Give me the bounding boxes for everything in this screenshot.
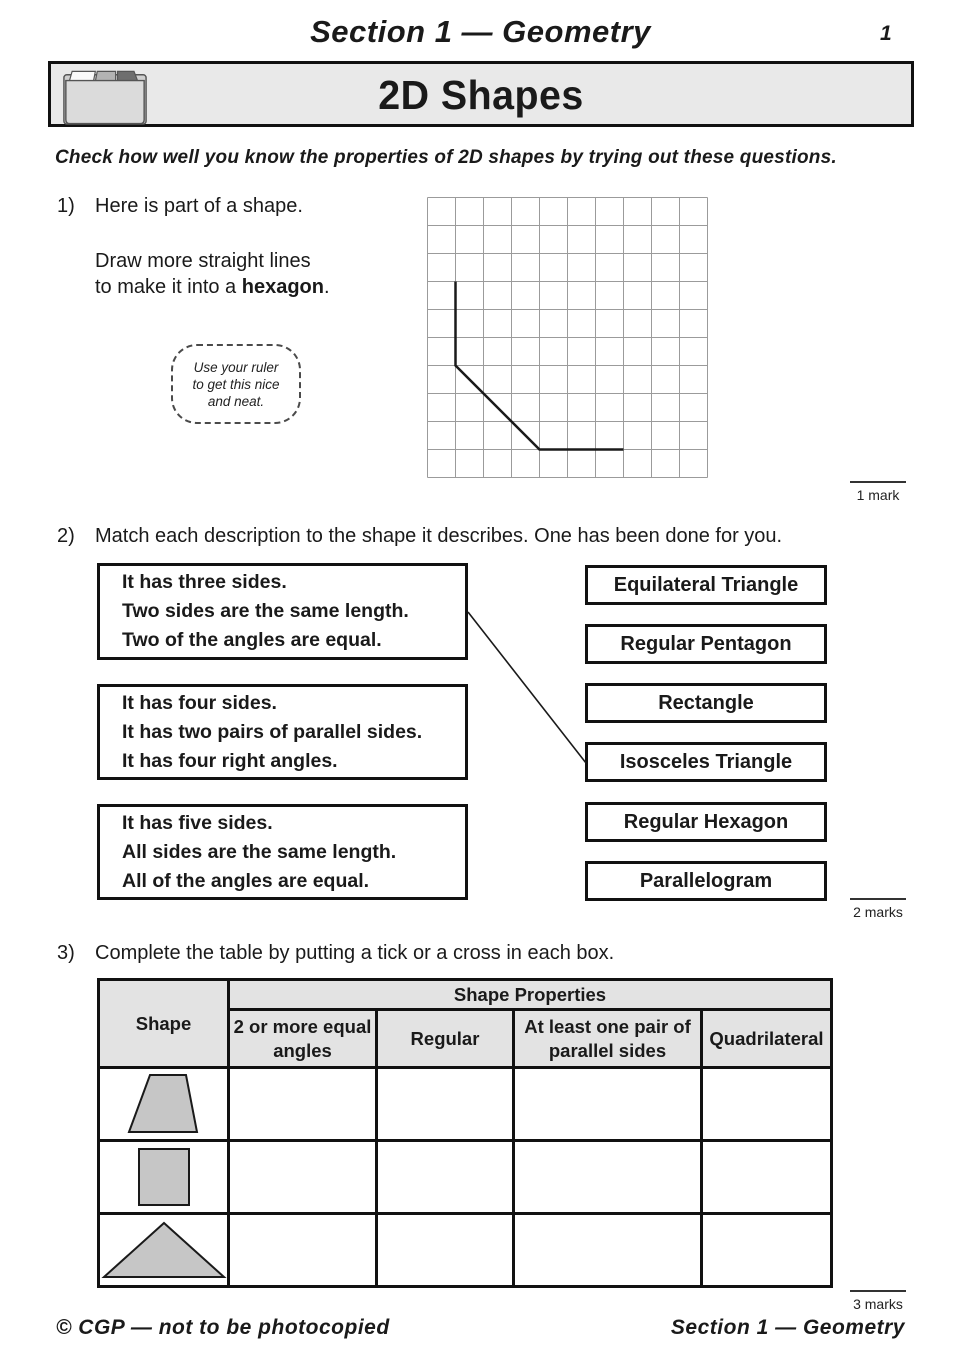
answer-cell[interactable] bbox=[702, 1068, 832, 1141]
answer-cell[interactable] bbox=[229, 1141, 377, 1214]
ruler-note-line: to get this nice bbox=[192, 376, 280, 392]
answer-cell[interactable] bbox=[514, 1141, 702, 1214]
q3-prompt: Complete the table by putting a tick or a cross in each box. bbox=[95, 942, 615, 964]
answer-cell[interactable] bbox=[377, 1141, 514, 1214]
shape-option-equilateral-triangle[interactable]: Equilateral Triangle bbox=[585, 565, 827, 605]
description-box-3[interactable] bbox=[97, 804, 468, 900]
q1-line1: Here is part of a shape. bbox=[95, 195, 303, 217]
description-box-2[interactable] bbox=[97, 684, 468, 780]
table-row bbox=[99, 1214, 832, 1287]
table-row bbox=[99, 1141, 832, 1214]
shape-option-isosceles-triangle[interactable]: Isosceles Triangle bbox=[585, 742, 827, 782]
drawing-grid[interactable] bbox=[427, 197, 708, 478]
match-connector-line bbox=[460, 600, 594, 772]
q1-line2: Draw more straight lines bbox=[95, 250, 311, 272]
description-line: It has three sides. bbox=[122, 571, 287, 593]
shape-option-parallelogram[interactable]: Parallelogram bbox=[585, 861, 827, 901]
marks-rule bbox=[850, 898, 906, 900]
description-line: It has five sides. bbox=[122, 811, 273, 834]
q1-number: 1) bbox=[57, 195, 75, 217]
ruler-note-line: Use your ruler bbox=[193, 359, 279, 375]
description-line: Two of the angles are equal. bbox=[122, 629, 382, 651]
footer-section: Section 1 — Geometry bbox=[670, 1316, 905, 1339]
q1-marks: 1 mark bbox=[850, 481, 906, 503]
intro-text: Check how well you know the properties of 2D shapes by trying out these questions. bbox=[55, 147, 837, 168]
description-line: It has four sides. bbox=[122, 691, 277, 714]
ruler-note-line: and neat. bbox=[207, 393, 265, 409]
q2-marks: 2 marks bbox=[850, 898, 906, 920]
page-number: 1 bbox=[880, 22, 892, 45]
description-line: All sides are the same length. bbox=[122, 840, 397, 863]
shape-option-rectangle[interactable]: Rectangle bbox=[585, 683, 827, 723]
footer-copyright: © CGP — not to be photocopied bbox=[56, 1316, 390, 1339]
col-header-quadrilateral: Quadrilateral bbox=[702, 1010, 832, 1068]
description-box-1[interactable] bbox=[97, 563, 468, 660]
shape-option-regular-hexagon[interactable]: Regular Hexagon bbox=[585, 802, 827, 842]
col-header-parallel-sides: At least one pair of parallel sides bbox=[514, 1010, 702, 1068]
description-line: It has four right angles. bbox=[122, 749, 338, 772]
group-header-shape-properties: Shape Properties bbox=[229, 980, 832, 1010]
page-title: 2D Shapes bbox=[378, 72, 584, 118]
col-header-shape: Shape bbox=[99, 980, 229, 1068]
answer-cell[interactable] bbox=[514, 1068, 702, 1141]
answer-cell[interactable] bbox=[702, 1214, 832, 1287]
q3-marks: 3 marks bbox=[850, 1290, 906, 1312]
shape-option-regular-pentagon[interactable]: Regular Pentagon bbox=[585, 624, 827, 664]
q2-number: 2) bbox=[57, 525, 75, 547]
description-line: It has two pairs of parallel sides. bbox=[122, 720, 423, 743]
marks-rule bbox=[850, 481, 906, 483]
answer-cell[interactable] bbox=[514, 1214, 702, 1287]
section-header: Section 1 — Geometry bbox=[310, 14, 651, 49]
trapezium-shape bbox=[99, 1068, 229, 1141]
answer-cell[interactable] bbox=[377, 1068, 514, 1141]
marks-rule bbox=[850, 1290, 906, 1292]
shape-properties-table bbox=[97, 978, 833, 1288]
q3-number: 3) bbox=[57, 942, 75, 964]
answer-cell[interactable] bbox=[229, 1068, 377, 1141]
description-line: Two sides are the same length. bbox=[122, 600, 409, 622]
table-row bbox=[99, 1068, 832, 1141]
col-header-regular: Regular bbox=[377, 1010, 514, 1068]
answer-cell[interactable] bbox=[377, 1214, 514, 1287]
ruler-note bbox=[171, 344, 301, 424]
q2-prompt: Match each description to the shape it describes. One has been done for you. bbox=[95, 525, 783, 547]
square-shape bbox=[99, 1141, 229, 1214]
answer-cell[interactable] bbox=[702, 1141, 832, 1214]
q1-line3: to make it into a hexagon. bbox=[95, 276, 330, 298]
description-line: All of the angles are equal. bbox=[122, 869, 370, 892]
col-header-equal-angles: 2 or more equal angles bbox=[229, 1010, 377, 1068]
title-box bbox=[48, 61, 914, 127]
answer-cell[interactable] bbox=[229, 1214, 377, 1287]
triangle-shape bbox=[99, 1214, 229, 1287]
